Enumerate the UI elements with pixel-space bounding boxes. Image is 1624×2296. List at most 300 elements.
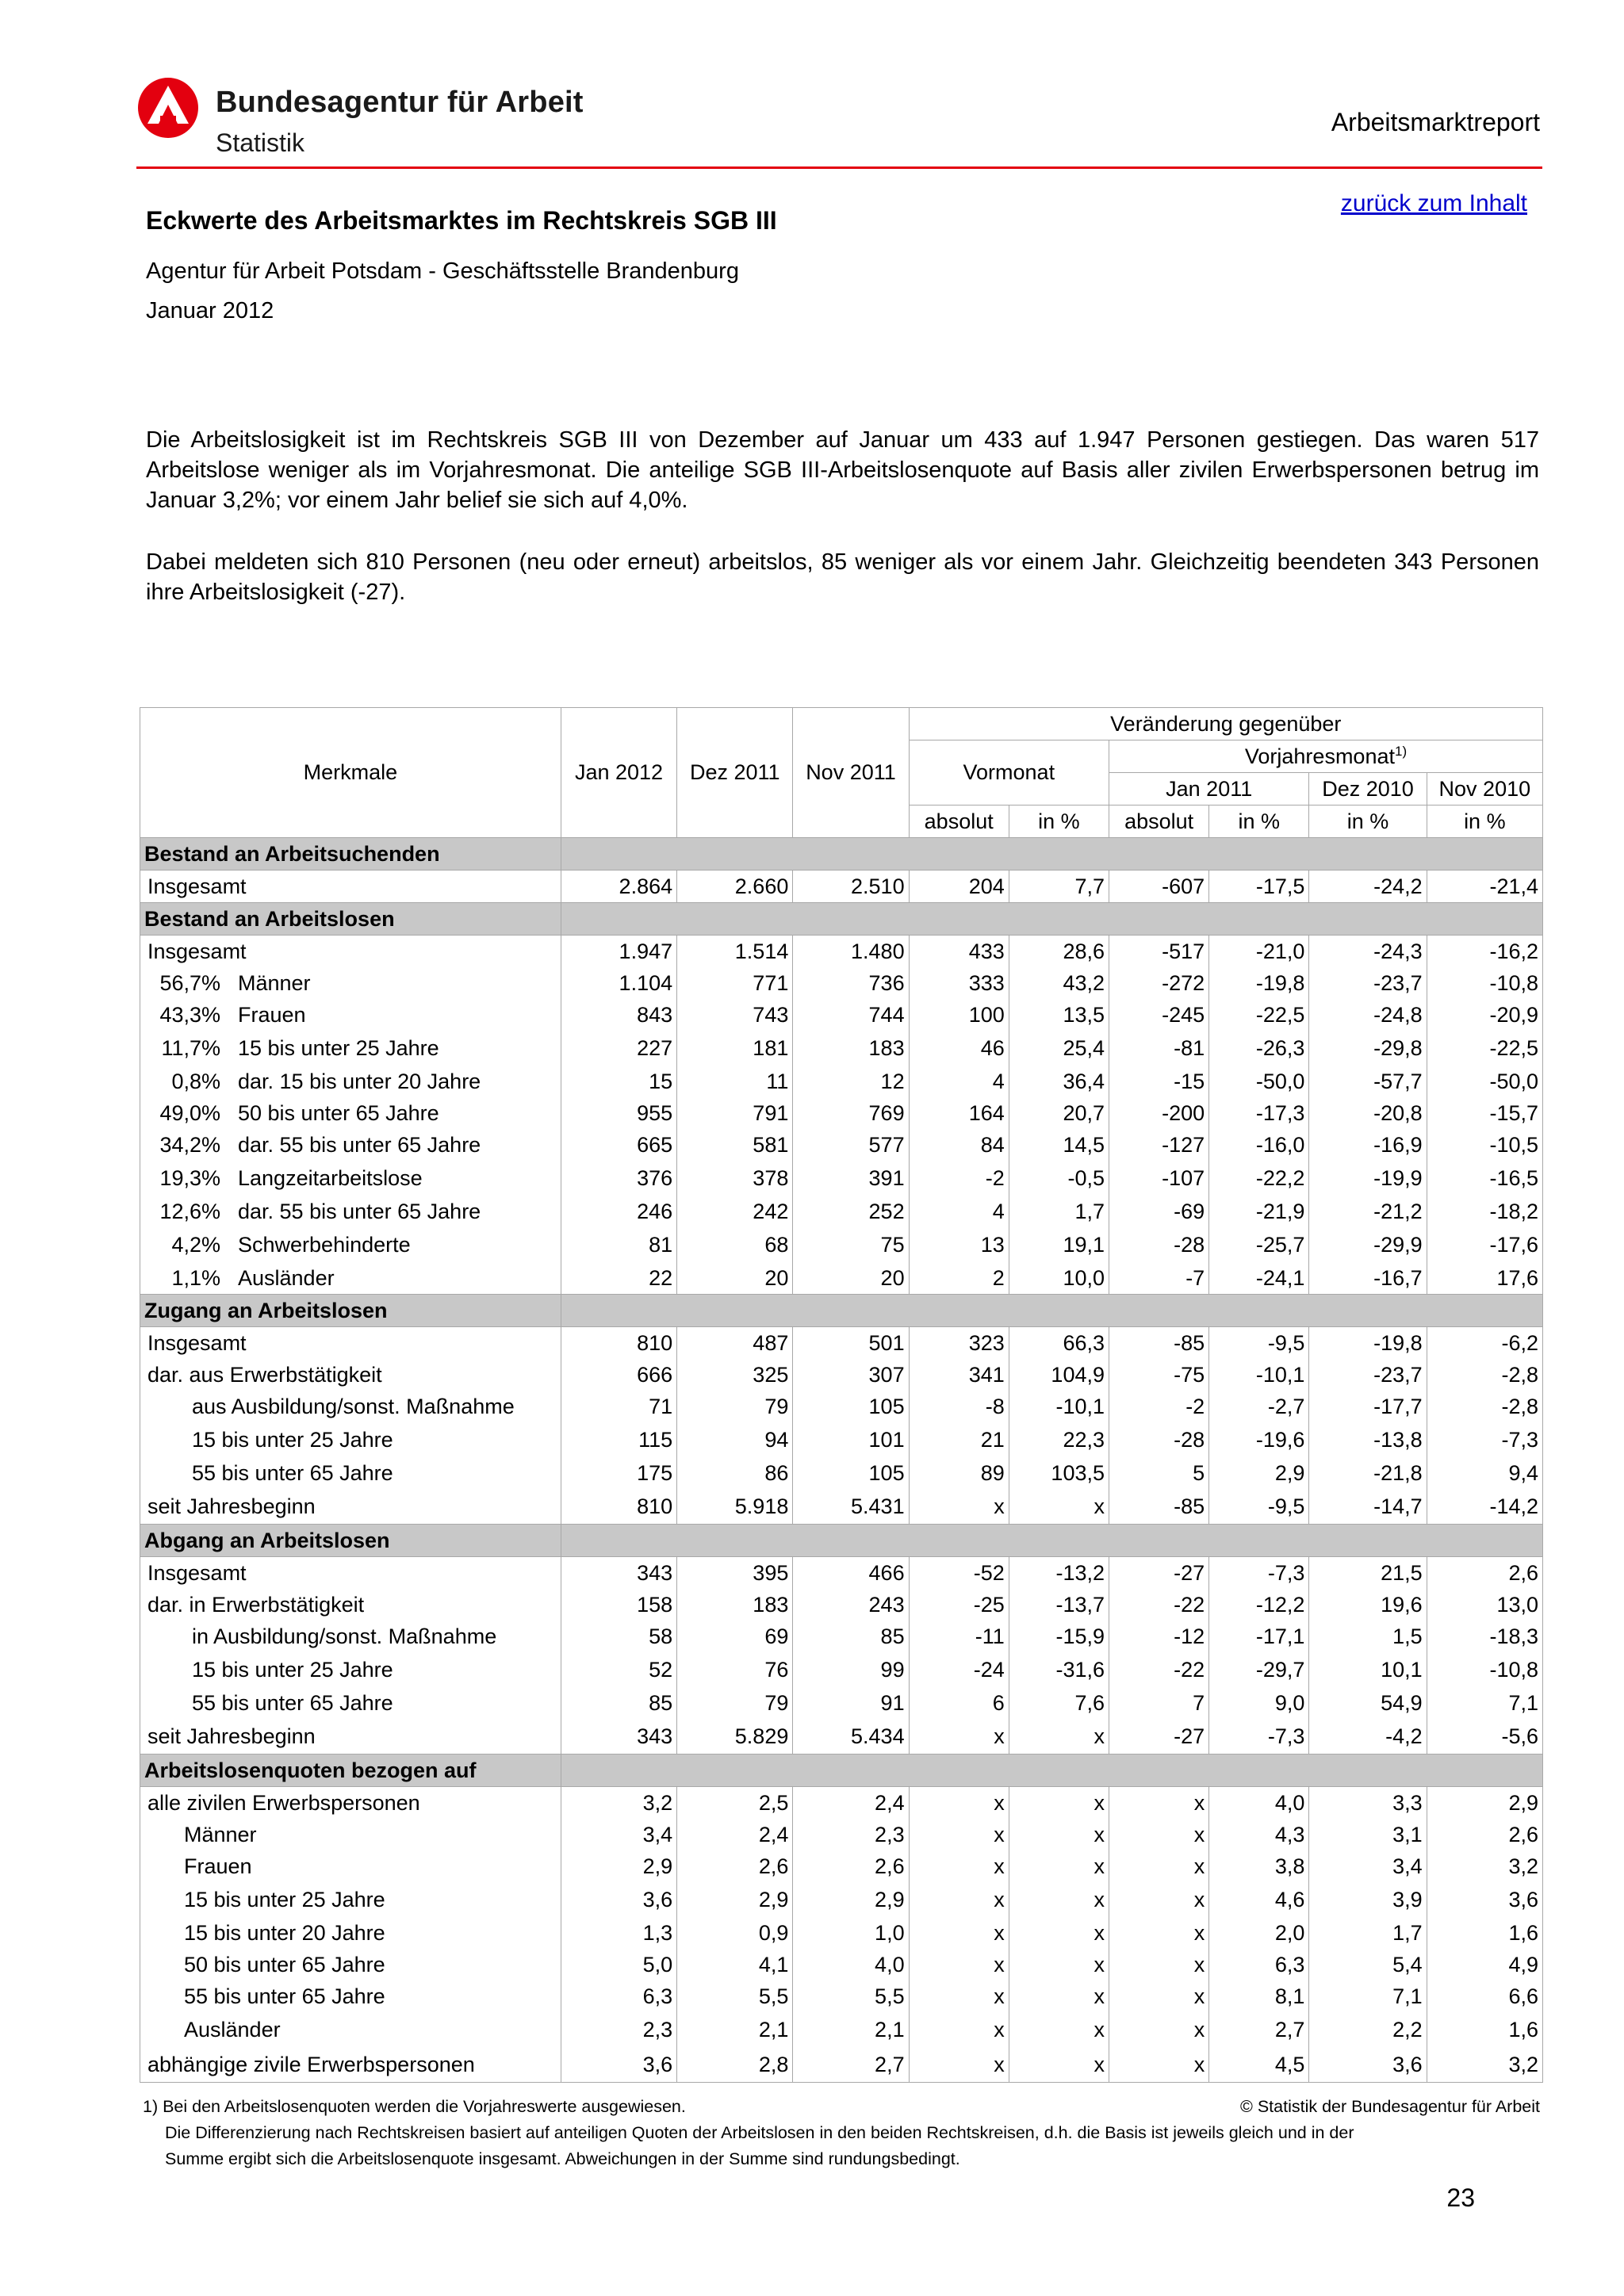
cell-dez2011: 325	[677, 1359, 793, 1391]
cell-dez2010-pct: 3,4	[1309, 1850, 1427, 1882]
cell-vormonat-pct: x	[1009, 2047, 1109, 2083]
cell-vormonat-pct: x	[1009, 1882, 1109, 1917]
cell-nov2010-pct: -10,8	[1427, 967, 1542, 999]
cell-dez2010-pct: -21,2	[1309, 1196, 1427, 1227]
cell-nov2010-pct: -6,2	[1427, 1327, 1542, 1360]
cell-jan2012: 81	[561, 1227, 676, 1262]
cell-vormonat-absolut: x	[909, 2012, 1009, 2047]
cell-nov2010-pct: -50,0	[1427, 1066, 1542, 1097]
cell-jan2011-pct: 4,5	[1209, 2047, 1309, 2083]
cell-nov2011: 105	[793, 1391, 909, 1422]
cell-vormonat-absolut: 13	[909, 1227, 1009, 1262]
cell-nov2010-pct: 13,0	[1427, 1589, 1542, 1621]
cell-dez2010-pct: 7,1	[1309, 1980, 1427, 2012]
cell-dez2011: 181	[677, 1031, 793, 1066]
cell-dez2011: 4,1	[677, 1949, 793, 1980]
share-percent: 43,3%	[159, 1002, 220, 1027]
cell-jan2011-absolut: x	[1109, 1819, 1209, 1850]
cell-dez2010-pct: -13,8	[1309, 1422, 1427, 1457]
cell-nov2011: 2,4	[793, 1787, 909, 1820]
row-label: 15 bis unter 25 Jahre	[238, 1035, 439, 1060]
page-number: 23	[1446, 2183, 1475, 2212]
table-row	[140, 1589, 1543, 1621]
cell-jan2011-pct: 9,0	[1209, 1687, 1309, 1719]
cell-jan2011-absolut: -200	[1109, 1097, 1209, 1129]
col-header-nov2011: Nov 2011	[793, 708, 909, 838]
row-label-cell	[140, 1359, 561, 1391]
report-title: Arbeitsmarktreport	[1331, 108, 1540, 136]
cell-jan2011-absolut: x	[1109, 2047, 1209, 2083]
cell-jan2011-pct: 4,0	[1209, 1787, 1309, 1820]
cell-dez2011: 771	[677, 967, 793, 999]
copyright-notice: © Statistik der Bundesagentur für Arbeit	[1240, 2097, 1540, 2116]
cell-nov2010-pct: 17,6	[1427, 1262, 1542, 1295]
row-label: Ausländer	[238, 1265, 335, 1290]
cell-jan2011-absolut: -607	[1109, 871, 1209, 903]
table-row	[140, 2012, 1543, 2047]
cell-vormonat-absolut: 204	[909, 871, 1009, 903]
table-row	[140, 967, 1543, 999]
share-percent: 49,0%	[159, 1100, 220, 1125]
cell-dez2011: 5.918	[677, 1489, 793, 1525]
row-label: dar. in Erwerbstätigkeit	[147, 1592, 365, 1617]
cell-vormonat-absolut: -52	[909, 1557, 1009, 1590]
cell-nov2010-pct: -10,5	[1427, 1129, 1542, 1161]
cell-jan2012: 3,4	[561, 1819, 676, 1850]
cell-dez2010-pct: -57,7	[1309, 1066, 1427, 1097]
cell-jan2011-absolut: -75	[1109, 1359, 1209, 1391]
table-row	[140, 1066, 1543, 1097]
table-row	[140, 1422, 1543, 1457]
row-label: Insgesamt	[147, 1330, 247, 1355]
cell-nov2011: 769	[793, 1097, 909, 1129]
cell-nov2011: 99	[793, 1652, 909, 1687]
col-header-jan2011-pct: in %	[1209, 806, 1309, 838]
cell-dez2011: 743	[677, 999, 793, 1031]
table-row	[140, 999, 1543, 1031]
section-title: Arbeitslosenquoten bezogen auf	[140, 1755, 561, 1787]
table-row	[140, 1652, 1543, 1687]
section-header-row	[140, 1525, 1543, 1557]
cell-jan2011-absolut: -85	[1109, 1327, 1209, 1360]
cell-vormonat-pct: 28,6	[1009, 936, 1109, 968]
section-title: Zugang an Arbeitslosen	[140, 1295, 561, 1327]
cell-nov2011: 2,9	[793, 1882, 909, 1917]
cell-jan2011-absolut: -27	[1109, 1557, 1209, 1590]
cell-jan2011-absolut: -27	[1109, 1719, 1209, 1755]
cell-jan2011-pct: -7,3	[1209, 1557, 1309, 1590]
cell-nov2010-pct: -15,7	[1427, 1097, 1542, 1129]
table-row	[140, 1359, 1543, 1391]
cell-nov2010-pct: -17,6	[1427, 1227, 1542, 1262]
row-label-cell	[140, 1719, 561, 1755]
cell-dez2011: 395	[677, 1557, 793, 1590]
cell-vormonat-absolut: 6	[909, 1687, 1009, 1719]
cell-jan2011-pct: -12,2	[1209, 1589, 1309, 1621]
page-title: Eckwerte des Arbeitsmarktes im Rechtskreis SGB III	[146, 206, 777, 235]
cell-vormonat-pct: -0,5	[1009, 1161, 1109, 1196]
cell-nov2011: 5.431	[793, 1489, 909, 1525]
cell-vormonat-absolut: x	[909, 1719, 1009, 1755]
cell-jan2011-pct: -24,1	[1209, 1262, 1309, 1295]
cell-vormonat-pct: 13,5	[1009, 999, 1109, 1031]
cell-jan2012: 5,0	[561, 1949, 676, 1980]
col-header-nov2010: Nov 2010	[1427, 773, 1542, 806]
cell-jan2011-absolut: -69	[1109, 1196, 1209, 1227]
table-row	[140, 1031, 1543, 1066]
cell-dez2010-pct: 3,3	[1309, 1787, 1427, 1820]
cell-vormonat-absolut: -2	[909, 1161, 1009, 1196]
table-header	[140, 708, 1543, 838]
cell-nov2010-pct: 6,6	[1427, 1980, 1542, 2012]
col-header-vorjahresmonat	[1109, 740, 1543, 773]
cell-nov2011: 252	[793, 1196, 909, 1227]
cell-vormonat-pct: x	[1009, 1850, 1109, 1882]
cell-nov2010-pct: 4,9	[1427, 1949, 1542, 1980]
cell-dez2011: 581	[677, 1129, 793, 1161]
cell-vormonat-pct: 22,3	[1009, 1422, 1109, 1457]
cell-nov2011: 744	[793, 999, 909, 1031]
cell-jan2011-pct: 6,3	[1209, 1949, 1309, 1980]
cell-jan2011-pct: 2,0	[1209, 1917, 1309, 1949]
cell-jan2011-absolut: x	[1109, 1787, 1209, 1820]
cell-dez2011: 2,9	[677, 1882, 793, 1917]
cell-jan2011-absolut: -107	[1109, 1161, 1209, 1196]
cell-jan2012: 115	[561, 1422, 676, 1457]
row-label-cell	[140, 1097, 561, 1129]
cell-jan2011-absolut: -517	[1109, 936, 1209, 968]
cell-nov2011: 101	[793, 1422, 909, 1457]
cell-nov2011: 5,5	[793, 1980, 909, 2012]
org-name: Bundesagentur für Arbeit	[216, 86, 584, 119]
cell-jan2011-absolut: -127	[1109, 1129, 1209, 1161]
cell-dez2010-pct: -29,8	[1309, 1031, 1427, 1066]
cell-vormonat-pct: x	[1009, 1819, 1109, 1850]
cell-jan2011-absolut: -28	[1109, 1422, 1209, 1457]
cell-dez2010-pct: -24,8	[1309, 999, 1427, 1031]
table-row	[140, 1882, 1543, 1917]
row-label: Insgesamt	[147, 939, 247, 963]
cell-nov2010-pct: -22,5	[1427, 1031, 1542, 1066]
cell-dez2010-pct: -14,7	[1309, 1489, 1427, 1525]
cell-vormonat-absolut: 4	[909, 1196, 1009, 1227]
cell-jan2012: 343	[561, 1719, 676, 1755]
cell-nov2011: 2,7	[793, 2047, 909, 2083]
cell-jan2011-absolut: -81	[1109, 1031, 1209, 1066]
cell-jan2012: 2,3	[561, 2012, 676, 2047]
cell-nov2010-pct: 2,9	[1427, 1787, 1542, 1820]
row-label: dar. aus Erwerbstätigkeit	[147, 1362, 382, 1387]
cell-nov2011: 391	[793, 1161, 909, 1196]
cell-vormonat-absolut: 164	[909, 1097, 1009, 1129]
cell-dez2011: 2,4	[677, 1819, 793, 1850]
cell-dez2010-pct: -23,7	[1309, 967, 1427, 999]
cell-vormonat-pct: -15,9	[1009, 1621, 1109, 1652]
cell-dez2011: 76	[677, 1652, 793, 1687]
table-body	[140, 838, 1543, 2083]
cell-vormonat-pct: 19,1	[1009, 1227, 1109, 1262]
share-percent: 11,7%	[161, 1035, 220, 1060]
cell-dez2011: 79	[677, 1687, 793, 1719]
cell-jan2011-absolut: -28	[1109, 1227, 1209, 1262]
cell-vormonat-absolut: 341	[909, 1359, 1009, 1391]
cell-jan2011-pct: 3,8	[1209, 1850, 1309, 1882]
cell-nov2011: 2.510	[793, 871, 909, 903]
table-row	[140, 1787, 1543, 1820]
cell-jan2011-pct: -17,5	[1209, 871, 1309, 903]
cell-dez2010-pct: 5,4	[1309, 1949, 1427, 1980]
cell-jan2011-pct: -17,3	[1209, 1097, 1309, 1129]
table-row	[140, 1621, 1543, 1652]
cell-jan2011-pct: -22,5	[1209, 999, 1309, 1031]
share-percent: 19,3%	[159, 1165, 220, 1190]
cell-jan2011-absolut: x	[1109, 1882, 1209, 1917]
cell-jan2011-pct: 2,7	[1209, 2012, 1309, 2047]
cell-dez2010-pct: 2,2	[1309, 2012, 1427, 2047]
row-label-cell	[140, 1161, 561, 1196]
cell-vormonat-pct: x	[1009, 1787, 1109, 1820]
row-label-cell	[140, 1787, 561, 1820]
cell-vormonat-pct: 7,7	[1009, 871, 1109, 903]
cell-vormonat-absolut: 100	[909, 999, 1009, 1031]
back-to-contents-link[interactable]: zurück zum Inhalt	[1340, 190, 1527, 216]
cell-vormonat-absolut: 89	[909, 1457, 1009, 1489]
table-row	[140, 871, 1543, 903]
cell-vormonat-absolut: x	[909, 1787, 1009, 1820]
cell-dez2010-pct: -24,3	[1309, 936, 1427, 968]
cell-nov2011: 466	[793, 1557, 909, 1590]
agency-name: Agentur für Arbeit Potsdam - Geschäftsstelle Brandenburg	[146, 258, 739, 284]
row-label-cell	[140, 1621, 561, 1652]
cell-dez2010-pct: 54,9	[1309, 1687, 1427, 1719]
cell-nov2011: 91	[793, 1687, 909, 1719]
cell-jan2012: 3,6	[561, 1882, 676, 1917]
cell-dez2011: 487	[677, 1327, 793, 1360]
col-header-vormonat-pct: in %	[1009, 806, 1109, 838]
cell-dez2010-pct: 3,9	[1309, 1882, 1427, 1917]
cell-vormonat-absolut: 2	[909, 1262, 1009, 1295]
cell-vormonat-pct: 7,6	[1009, 1687, 1109, 1719]
col-header-jan2011-absolut: absolut	[1109, 806, 1209, 838]
cell-vormonat-pct: -13,7	[1009, 1589, 1109, 1621]
row-label-cell	[140, 2047, 561, 2083]
cell-jan2011-absolut: x	[1109, 2012, 1209, 2047]
cell-jan2011-pct: -9,5	[1209, 1489, 1309, 1525]
cell-jan2011-pct: -19,6	[1209, 1422, 1309, 1457]
cell-dez2011: 1.514	[677, 936, 793, 968]
cell-nov2010-pct: 1,6	[1427, 2012, 1542, 2047]
cell-dez2011: 68	[677, 1227, 793, 1262]
col-header-jan2011: Jan 2011	[1109, 773, 1309, 806]
cell-dez2010-pct: -23,7	[1309, 1359, 1427, 1391]
cell-dez2010-pct: 19,6	[1309, 1589, 1427, 1621]
cell-jan2011-absolut: x	[1109, 1980, 1209, 2012]
section-fill	[561, 1295, 1542, 1327]
footnote-marker: 1)	[1394, 744, 1408, 759]
footnote-3: Summe ergibt sich die Arbeitslosenquote insgesamt. Abweichungen in der Summe sind rundungsbedingt.	[165, 2149, 960, 2168]
cell-nov2010-pct: -7,3	[1427, 1422, 1542, 1457]
cell-jan2011-pct: -2,7	[1209, 1391, 1309, 1422]
cell-nov2011: 85	[793, 1621, 909, 1652]
cell-vormonat-pct: -13,2	[1009, 1557, 1109, 1590]
summary-paragraph-2: Dabei meldeten sich 810 Personen (neu oder erneut) arbeitslos, 85 weniger als vor einem Jahr. Gleichzeitig beendeten 343 Personen ihre Arbeitslosigkeit (-27).	[146, 549, 1539, 605]
cell-dez2011: 69	[677, 1621, 793, 1652]
table-row	[140, 1161, 1543, 1196]
cell-dez2011: 791	[677, 1097, 793, 1129]
cell-vormonat-pct: 14,5	[1009, 1129, 1109, 1161]
row-label-cell	[140, 1850, 561, 1882]
cell-jan2011-pct: 2,9	[1209, 1457, 1309, 1489]
cell-nov2010-pct: -21,4	[1427, 871, 1542, 903]
row-label: dar. 55 bis unter 65 Jahre	[238, 1132, 481, 1157]
cell-vormonat-absolut: x	[909, 1949, 1009, 1980]
table-row	[140, 1980, 1543, 2012]
footnote-2: Die Differenzierung nach Rechtskreisen basiert auf anteiligen Quoten der Arbeitslosen in den beiden Rechtskreisen, d.h. die Basis ist jeweils gleich und in der	[165, 2123, 1354, 2142]
cell-vormonat-absolut: x	[909, 1980, 1009, 2012]
cell-nov2010-pct: 1,6	[1427, 1917, 1542, 1949]
cell-jan2012: 2,9	[561, 1850, 676, 1882]
cell-dez2011: 86	[677, 1457, 793, 1489]
cell-jan2011-absolut: -2	[1109, 1391, 1209, 1422]
row-label-cell	[140, 1557, 561, 1590]
cell-nov2011: 577	[793, 1129, 909, 1161]
col-header-nov2010-pct: in %	[1427, 806, 1542, 838]
cell-dez2010-pct: -17,7	[1309, 1391, 1427, 1422]
row-label: Frauen	[238, 1002, 306, 1027]
cell-jan2011-absolut: 7	[1109, 1687, 1209, 1719]
cell-vormonat-absolut: x	[909, 1917, 1009, 1949]
cell-jan2011-absolut: -22	[1109, 1652, 1209, 1687]
row-label: alle zivilen Erwerbspersonen	[147, 1790, 420, 1815]
cell-jan2012: 3,6	[561, 2047, 676, 2083]
summary-paragraph-1: Die Arbeitslosigkeit ist im Rechtskreis SGB III von Dezember auf Januar um 433 auf 1.947 Personen gestiegen. Das waren 517 Arbeitslose weniger als im Vorjahresmonat. Die anteilige SGB III-Arbeitslosenquote auf Basis aller zivilen Erwerbspersonen betrug im Januar 3,2%; vor einem Jahr belief sie sich auf 4,0%.	[146, 427, 1539, 513]
table-row	[140, 1196, 1543, 1227]
cell-jan2011-pct: -7,3	[1209, 1719, 1309, 1755]
cell-vormonat-absolut: x	[909, 1882, 1009, 1917]
col-header-jan2012: Jan 2012	[561, 708, 676, 838]
cell-jan2012: 666	[561, 1359, 676, 1391]
cell-vormonat-pct: x	[1009, 1917, 1109, 1949]
cell-nov2011: 183	[793, 1031, 909, 1066]
cell-vormonat-absolut: x	[909, 1819, 1009, 1850]
cell-jan2012: 85	[561, 1687, 676, 1719]
row-label-cell	[140, 1457, 561, 1489]
table-row	[140, 1457, 1543, 1489]
cell-jan2011-absolut: -272	[1109, 967, 1209, 999]
cell-jan2011-absolut: -245	[1109, 999, 1209, 1031]
row-label-cell	[140, 2012, 561, 2047]
header-divider	[136, 166, 1542, 169]
share-percent: 4,2%	[171, 1232, 220, 1257]
cell-dez2010-pct: 1,7	[1309, 1917, 1427, 1949]
section-header-row	[140, 838, 1543, 871]
row-label: in Ausbildung/sonst. Maßnahme	[192, 1624, 497, 1648]
row-label-cell	[140, 1391, 561, 1422]
cell-nov2010-pct: 3,2	[1427, 1850, 1542, 1882]
cell-vormonat-absolut: 4	[909, 1066, 1009, 1097]
cell-vormonat-absolut: -11	[909, 1621, 1009, 1652]
table-row	[140, 1819, 1543, 1850]
cell-dez2011: 242	[677, 1196, 793, 1227]
section-header-row	[140, 903, 1543, 936]
row-label-cell	[140, 1819, 561, 1850]
table-row	[140, 1489, 1543, 1525]
cell-dez2011: 2,1	[677, 2012, 793, 2047]
col-header-dez2010: Dez 2010	[1309, 773, 1427, 806]
cell-jan2011-pct: 4,6	[1209, 1882, 1309, 1917]
table-row	[140, 1917, 1543, 1949]
cell-jan2011-absolut: -85	[1109, 1489, 1209, 1525]
cell-nov2010-pct: -2,8	[1427, 1391, 1542, 1422]
cell-vormonat-pct: x	[1009, 2012, 1109, 2047]
cell-vormonat-absolut: -25	[909, 1589, 1009, 1621]
cell-jan2012: 1.104	[561, 967, 676, 999]
col-header-vormonat-absolut: absolut	[909, 806, 1009, 838]
row-label-cell	[140, 1949, 561, 1980]
cell-dez2010-pct: 3,1	[1309, 1819, 1427, 1850]
footnote-1: 1) Bei den Arbeitslosenquoten werden die Vorjahreswerte ausgewiesen.	[143, 2097, 686, 2116]
cell-dez2010-pct: 3,6	[1309, 2047, 1427, 2083]
cell-dez2011: 0,9	[677, 1917, 793, 1949]
cell-vormonat-absolut: 433	[909, 936, 1009, 968]
cell-nov2011: 105	[793, 1457, 909, 1489]
cell-dez2010-pct: 21,5	[1309, 1557, 1427, 1590]
row-label: Insgesamt	[147, 1560, 247, 1585]
cell-dez2011: 2.660	[677, 871, 793, 903]
cell-dez2010-pct: -29,9	[1309, 1227, 1427, 1262]
cell-dez2010-pct: -16,9	[1309, 1129, 1427, 1161]
cell-nov2011: 243	[793, 1589, 909, 1621]
cell-jan2012: 376	[561, 1161, 676, 1196]
table-row	[140, 1262, 1543, 1295]
cell-nov2010-pct: -10,8	[1427, 1652, 1542, 1687]
share-percent: 1,1%	[171, 1265, 220, 1290]
cell-jan2012: 843	[561, 999, 676, 1031]
cell-vormonat-pct: x	[1009, 1980, 1109, 2012]
cell-vormonat-pct: 103,5	[1009, 1457, 1109, 1489]
cell-nov2010-pct: -18,2	[1427, 1196, 1542, 1227]
row-label-cell	[140, 1262, 561, 1295]
cell-vormonat-absolut: 21	[909, 1422, 1009, 1457]
col-header-dez2010-pct: in %	[1309, 806, 1427, 838]
cell-jan2011-pct: -26,3	[1209, 1031, 1309, 1066]
row-label: Männer	[238, 970, 311, 995]
table-row	[140, 1719, 1543, 1755]
row-label: 50 bis unter 65 Jahre	[238, 1100, 439, 1125]
cell-nov2011: 1.480	[793, 936, 909, 968]
col-header-merkmale: Merkmale	[140, 708, 561, 838]
table-row	[140, 1097, 1543, 1129]
cell-jan2011-absolut: 5	[1109, 1457, 1209, 1489]
cell-dez2011: 79	[677, 1391, 793, 1422]
share-percent: 0,8%	[171, 1069, 220, 1093]
cell-vormonat-pct: x	[1009, 1489, 1109, 1525]
cell-nov2010-pct: 9,4	[1427, 1457, 1542, 1489]
row-label-cell	[140, 999, 561, 1031]
cell-jan2011-pct: 4,3	[1209, 1819, 1309, 1850]
cell-vormonat-pct: 66,3	[1009, 1327, 1109, 1360]
cell-jan2012: 158	[561, 1589, 676, 1621]
section-fill	[561, 1755, 1542, 1787]
cell-dez2010-pct: -4,2	[1309, 1719, 1427, 1755]
cell-vormonat-pct: 1,7	[1009, 1196, 1109, 1227]
org-subtitle: Statistik	[216, 128, 305, 157]
row-label-cell	[140, 1227, 561, 1262]
row-label-cell	[140, 1882, 561, 1917]
cell-nov2010-pct: 3,6	[1427, 1882, 1542, 1917]
cell-dez2010-pct: 1,5	[1309, 1621, 1427, 1652]
row-label-cell	[140, 1196, 561, 1227]
